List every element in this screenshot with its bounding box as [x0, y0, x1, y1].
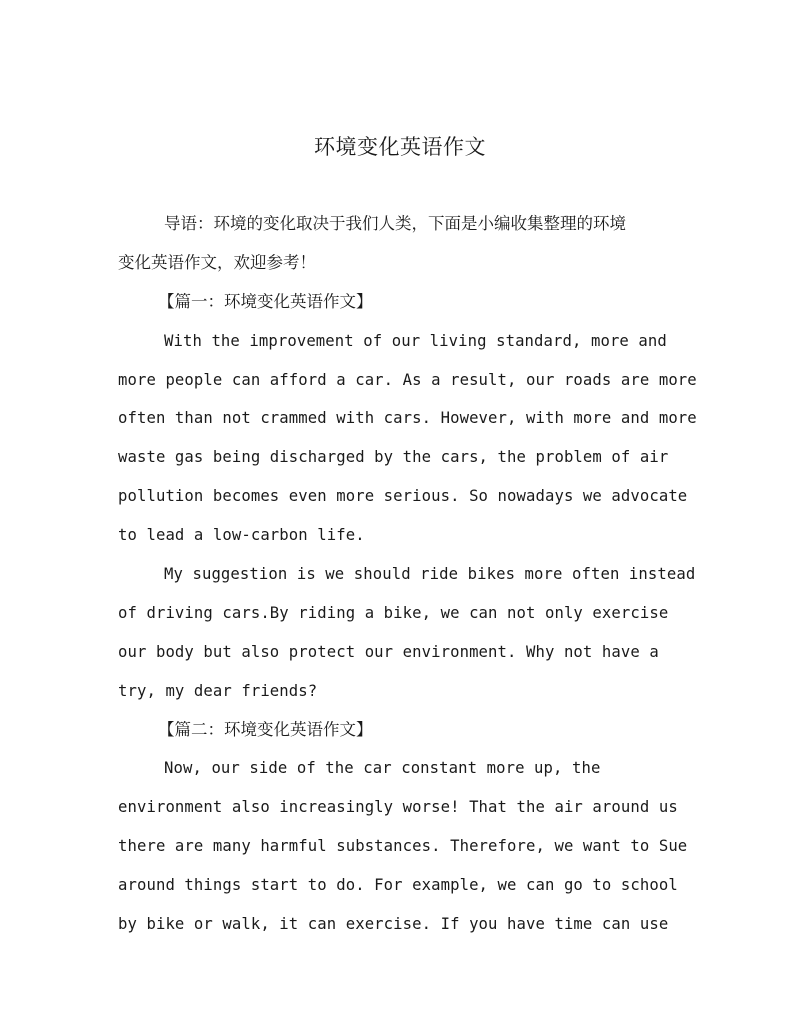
section1-para1-line-5: pollution becomes even more serious. So nowadays we advocate: [118, 487, 688, 506]
section2-para1-line-1: Now, our side of the car constant more up, the: [164, 759, 601, 778]
section1-para2-line-1: My suggestion is we should ride bikes more often instead: [164, 565, 696, 584]
section1-para2-line-3: our body but also protect our environment. Why not have a: [118, 642, 659, 661]
section1-para2-line-2: of driving cars.By riding a bike, we can not only exercise: [118, 603, 669, 622]
section2-heading: 【篇二：环境变化英语作文】: [158, 719, 373, 739]
section1-para1-line-3: often than not crammed with cars. However, with more and more: [118, 409, 697, 428]
section2-para1-line-3: there are many harmful substances. Therefore, we want to Sue: [118, 837, 688, 856]
document-body: [118, 205, 697, 944]
section1-para1-line-1: With the improvement of our living standard, more and: [164, 331, 667, 350]
intro-line-1: 导语：环境的变化取决于我们人类，下面是小编收集整理的环境: [164, 214, 626, 233]
section2-para1-line-5: by bike or walk, it can exercise. If you have time can use: [118, 915, 669, 934]
section1-para1-line-4: waste gas being discharged by the cars, the problem of air: [118, 448, 669, 467]
section2-para1-line-4: around things start to do. For example, we can go to school: [118, 876, 678, 895]
intro-line-2: 变化英语作文，欢迎参考！: [118, 252, 316, 272]
section2-para1-line-2: environment also increasingly worse! That the air around us: [118, 798, 678, 817]
section1-para1-line-6: to lead a low-carbon life.: [118, 526, 365, 545]
section1-para2-line-4: try, my dear friends?: [118, 681, 318, 700]
section1-heading: 【篇一：环境变化英语作文】: [158, 291, 373, 311]
document-title: 环境变化英语作文: [314, 135, 486, 159]
section1-para1-line-2: more people can afford a car. As a result, our roads are more: [118, 370, 697, 389]
